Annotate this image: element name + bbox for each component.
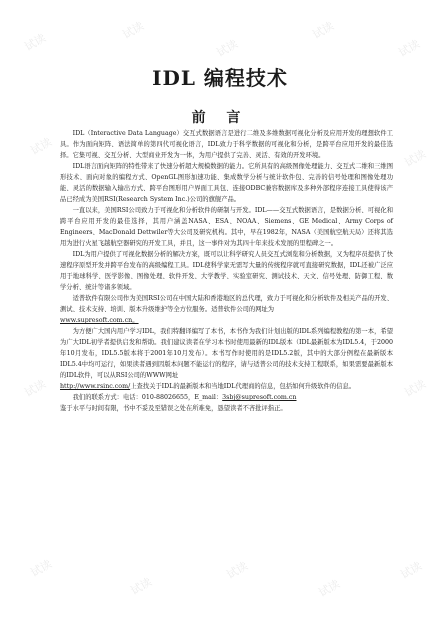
watermark: 试读 (22, 377, 49, 400)
contact-text: 我们的联系方式：电话：010-88026655，E_mail： (72, 394, 223, 401)
rsinc-link[interactable]: http://www.rsinc.com/ (60, 383, 131, 390)
website-link[interactable] (60, 315, 393, 326)
watermark: 试读 (214, 37, 241, 60)
watermark: 试读 (28, 557, 55, 580)
paragraph: IDL为用户提供了可视化数据分析的解决方案，既可以让科学研究人员交互式浏览和分析数据，又为程序员提供了快速程序原型开发并跨平台发布的高级编程工具。IDL使科学家无需写大量的传统程序就可直接研究数据，IDL还被广泛应用于地球科学、医学影像、图像处理、软件开发、大学教学、实验室研究、测试技术、天文、信号处理、防御工程、数学分析、统计等诸多领域。 (60, 251, 393, 291)
paragraph-text: 上查找关于IDL的最新版本和当地IDL代理商的信息，包括如何升级软件的信息。 (130, 383, 356, 390)
watermark: 试读 (310, 19, 337, 42)
paragraph-text: 为方便广大国内用户学习IDL，我们特翻译编写了本书，本书作为我们计划出版的IDL系列编程教程的第一本，希望为广大IDL初学者提供启发和帮助。我们建议读者在学习本书时使用最新的IDL版本（IDL最新版本为IDL5.4，于2000年10月发布，IDL5.5版本将于2001年10月发布）。本书写作时使用的是IDL5.2版，其中的大部分例程在最新版本IDL5.4中均可运行，如果读者遇到因版本问题不能运行的程序，请与适普公司的技术支持工程联系，如果需要最新版本的IDL软件，可以从RSI公司的WWW网址 (60, 328, 393, 379)
paragraph: IDL语言面向矩阵的特性带来了快速分析超大规模数据的能力。它所具有的高级图像处理能力、交互式二维和三维图形技术、面向对象的编程方式、OpenGL图形加速功能、集成数学分析与统计软件包、完善的信号处理和图像处理功能、灵活的数据输入输出方式、跨平台图形用户界面工具包、连接ODBC兼容数据库及多种外部程序连接工具使得该产品已经成为美国RSI(Research System Inc.)公司的旗舰产品。 (60, 163, 393, 203)
preface-heading: 前 言 (191, 110, 249, 126)
watermark: 试读 (128, 575, 155, 598)
preface-body (60, 128, 393, 414)
contact-line (60, 392, 393, 403)
website-url[interactable]: www.supresoft.com.cn。 (60, 317, 139, 324)
watermark: 试读 (402, 147, 429, 170)
watermark: 试读 (316, 577, 343, 600)
paragraph (60, 326, 393, 392)
watermark: 试读 (396, 37, 423, 60)
watermark: 试读 (224, 559, 251, 582)
paragraph: 一直以来，美国RSI公司致力于可视化和分析软件的研制与开发。IDL——交互式数据语言，是数据分析、可视化和跨平台应用开发的最佳选择，其用户涵盖NASA、ESA、NOAA、Siemens、GE Medical、Army Corps of Engineers、MacDonald Dettwiler等大公司及研究机构。其中，早在1982年，NASA（美国航空航天局）还将其选用为进行火星飞越航空器研究的开发工具，并且，这一事件对为其四十年来技术发展的里程碑之一。 (60, 207, 393, 247)
paragraph: 适普软件有限公司作为美国RSI公司在中国大陆和香港地区的总代理，致力于可视化和分析软件及相关产品的开发、测试、技术支持、培训、版本升级维护等全方位服务。适普软件公司的网址为 (60, 295, 393, 313)
watermark: 试读 (28, 135, 55, 158)
watermark: 试读 (402, 377, 429, 400)
email-link[interactable]: 3sbj@supresoft.com.cn (222, 394, 297, 401)
paragraph: IDL（Interactive Data Language）交互式数据语言是进行二维及多维数据可视化分析及应用开发的理想软件工具。作为面向矩阵、语法简单的第四代可视化语言，IDL致力于科学数据的可视化和分析，是跨平台应用开发的最佳选择。它集可视、交互分析、大型商业开发为一体，为用户提供了完善、灵活、有效的开发环境。 (60, 130, 393, 159)
watermark: 试读 (398, 559, 425, 582)
watermark: 试读 (120, 19, 147, 42)
closing-line: 鉴于水平与时间有限，书中不妥及至错误之处在所难免，恳望读者不吝批评指正。 (60, 405, 287, 412)
watermark: 试读 (22, 31, 49, 54)
book-title: IDL 编程技术 (152, 66, 288, 90)
